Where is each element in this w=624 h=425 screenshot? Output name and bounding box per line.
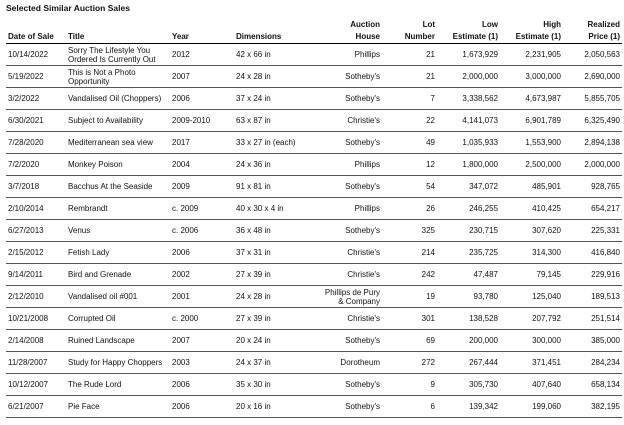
cell-high-estimate: 3,000,000	[500, 66, 563, 88]
cell-high-estimate: 407,640	[500, 374, 563, 396]
cell-title: Monkey Poison	[66, 154, 170, 176]
cell-date-of-sale: 3/7/2018	[6, 176, 66, 198]
table-row	[6, 286, 622, 308]
cell-dimensions: 20 x 16 in	[234, 396, 318, 418]
table-row	[6, 330, 622, 352]
col-header-low-estimate: Low Estimate (1)	[437, 16, 500, 44]
cell-date-of-sale: 9/14/2011	[6, 264, 66, 286]
cell-auction-house: Christie's	[318, 242, 382, 264]
cell-realized-price: 229,916	[563, 264, 622, 286]
cell-low-estimate: 347,072	[437, 176, 500, 198]
cell-realized-price: 2,050,563	[563, 44, 622, 66]
cell-title: Bacchus At the Seaside	[66, 176, 170, 198]
cell-lot-number: 22	[382, 110, 437, 132]
cell-date-of-sale: 10/14/2022	[6, 44, 66, 66]
cell-dimensions: 24 x 28 in	[234, 286, 318, 308]
cell-dimensions: 24 x 37 in	[234, 352, 318, 374]
cell-title: Ruined Landscape	[66, 330, 170, 352]
table-header-row	[6, 16, 622, 44]
cell-title: Mediterranean sea view	[66, 132, 170, 154]
cell-low-estimate: 4,141,073	[437, 110, 500, 132]
cell-date-of-sale: 2/14/2008	[6, 330, 66, 352]
cell-high-estimate: 6,901,789	[500, 110, 563, 132]
cell-realized-price: 284,234	[563, 352, 622, 374]
cell-dimensions: 27 x 39 in	[234, 308, 318, 330]
cell-dimensions: 24 x 36 in	[234, 154, 318, 176]
cell-title: Fetish Lady	[66, 242, 170, 264]
cell-auction-house: Phillips de Pury & Company	[318, 286, 382, 308]
cell-title: Vandalised Oil (Choppers)	[66, 88, 170, 110]
cell-title: This is Not a Photo Opportunity	[66, 66, 170, 88]
cell-auction-house: Christie's	[318, 110, 382, 132]
cell-dimensions: 40 x 30 x 4 in	[234, 198, 318, 220]
table-row	[6, 132, 622, 154]
cell-high-estimate: 199,060	[500, 396, 563, 418]
cell-auction-house: Christie's	[318, 308, 382, 330]
cell-auction-house: Sotheby's	[318, 66, 382, 88]
cell-realized-price: 382,195	[563, 396, 622, 418]
col-header-year: Year	[170, 16, 234, 44]
cell-title: Vandalised oil #001	[66, 286, 170, 308]
table-row	[6, 352, 622, 374]
cell-dimensions: 20 x 24 in	[234, 330, 318, 352]
cell-lot-number: 49	[382, 132, 437, 154]
cell-year: 2006	[170, 242, 234, 264]
cell-year: 2012	[170, 44, 234, 66]
cell-dimensions: 36 x 48 in	[234, 220, 318, 242]
cell-year: 2017	[170, 132, 234, 154]
cell-title: Venus	[66, 220, 170, 242]
cell-dimensions: 63 x 87 in	[234, 110, 318, 132]
cell-year: 2001	[170, 286, 234, 308]
table-row	[6, 110, 622, 132]
cell-date-of-sale: 6/21/2007	[6, 396, 66, 418]
cell-high-estimate: 207,792	[500, 308, 563, 330]
cell-title: Study for Happy Choppers	[66, 352, 170, 374]
cell-title: Pie Face	[66, 396, 170, 418]
col-header-auction-house: Auction House	[318, 16, 382, 44]
cell-year: 2007	[170, 330, 234, 352]
cell-dimensions: 33 x 27 in (each)	[234, 132, 318, 154]
cell-lot-number: 12	[382, 154, 437, 176]
col-header-date: Date of Sale	[6, 16, 66, 44]
cell-lot-number: 9	[382, 374, 437, 396]
table-row	[6, 264, 622, 286]
col-header-dimensions: Dimensions	[234, 16, 318, 44]
cell-high-estimate: 307,620	[500, 220, 563, 242]
cell-low-estimate: 305,730	[437, 374, 500, 396]
cell-dimensions: 24 x 28 in	[234, 66, 318, 88]
cell-realized-price: 2,690,000	[563, 66, 622, 88]
cell-date-of-sale: 7/28/2020	[6, 132, 66, 154]
table-row	[6, 220, 622, 242]
cell-auction-house: Christie's	[318, 264, 382, 286]
cell-realized-price: 416,840	[563, 242, 622, 264]
cell-date-of-sale: 7/2/2020	[6, 154, 66, 176]
cell-low-estimate: 230,715	[437, 220, 500, 242]
col-header-title: Title	[66, 16, 170, 44]
table-row	[6, 66, 622, 88]
cell-high-estimate: 1,553,900	[500, 132, 563, 154]
col-header-realized-price: Realized Price (1)	[563, 16, 622, 44]
cell-high-estimate: 4,673,987	[500, 88, 563, 110]
cell-low-estimate: 93,780	[437, 286, 500, 308]
cell-realized-price: 2,894,138	[563, 132, 622, 154]
cell-lot-number: 19	[382, 286, 437, 308]
cell-year: c. 2000	[170, 308, 234, 330]
cell-auction-house: Sotheby's	[318, 396, 382, 418]
cell-lot-number: 54	[382, 176, 437, 198]
cell-realized-price: 5,855,705	[563, 88, 622, 110]
cell-realized-price: 6,325,490	[563, 110, 622, 132]
table-row	[6, 308, 622, 330]
cell-lot-number: 21	[382, 44, 437, 66]
table-row	[6, 374, 622, 396]
cell-year: 2002	[170, 264, 234, 286]
cell-auction-house: Sotheby's	[318, 374, 382, 396]
cell-realized-price: 385,000	[563, 330, 622, 352]
cell-lot-number: 21	[382, 66, 437, 88]
cell-low-estimate: 47,487	[437, 264, 500, 286]
cell-dimensions: 27 x 39 in	[234, 264, 318, 286]
cell-year: 2006	[170, 88, 234, 110]
cell-lot-number: 69	[382, 330, 437, 352]
cell-year: 2007	[170, 66, 234, 88]
table-row	[6, 44, 622, 66]
cell-year: c. 2006	[170, 220, 234, 242]
cell-low-estimate: 1,035,933	[437, 132, 500, 154]
cell-date-of-sale: 10/12/2007	[6, 374, 66, 396]
cell-year: 2009	[170, 176, 234, 198]
page-title: Selected Similar Auction Sales	[6, 3, 130, 13]
cell-high-estimate: 485,901	[500, 176, 563, 198]
cell-dimensions: 91 x 81 in	[234, 176, 318, 198]
cell-auction-house: Sotheby's	[318, 330, 382, 352]
cell-lot-number: 242	[382, 264, 437, 286]
cell-low-estimate: 200,000	[437, 330, 500, 352]
cell-date-of-sale: 6/30/2021	[6, 110, 66, 132]
cell-realized-price: 654,217	[563, 198, 622, 220]
cell-year: 2009-2010	[170, 110, 234, 132]
cell-low-estimate: 1,673,929	[437, 44, 500, 66]
cell-auction-house: Phillips	[318, 44, 382, 66]
cell-year: 2003	[170, 352, 234, 374]
cell-high-estimate: 314,300	[500, 242, 563, 264]
cell-auction-house: Sotheby's	[318, 88, 382, 110]
col-header-high-estimate: High Estimate (1)	[500, 16, 563, 44]
cell-date-of-sale: 5/19/2022	[6, 66, 66, 88]
cell-dimensions: 37 x 24 in	[234, 88, 318, 110]
cell-lot-number: 301	[382, 308, 437, 330]
cell-title: Rembrandt	[66, 198, 170, 220]
cell-high-estimate: 79,145	[500, 264, 563, 286]
cell-title: Corrupted Oil	[66, 308, 170, 330]
cell-auction-house: Phillips	[318, 154, 382, 176]
cell-low-estimate: 1,800,000	[437, 154, 500, 176]
cell-lot-number: 214	[382, 242, 437, 264]
cell-lot-number: 325	[382, 220, 437, 242]
cell-realized-price: 225,331	[563, 220, 622, 242]
cell-auction-house: Sotheby's	[318, 176, 382, 198]
cell-date-of-sale: 10/21/2008	[6, 308, 66, 330]
cell-year: c. 2009	[170, 198, 234, 220]
cell-realized-price: 658,134	[563, 374, 622, 396]
cell-year: 2006	[170, 396, 234, 418]
cell-lot-number: 7	[382, 88, 437, 110]
cell-year: 2006	[170, 374, 234, 396]
cell-realized-price: 2,000,000	[563, 154, 622, 176]
cell-low-estimate: 2,000,000	[437, 66, 500, 88]
cell-date-of-sale: 2/10/2014	[6, 198, 66, 220]
cell-high-estimate: 300,000	[500, 330, 563, 352]
cell-lot-number: 6	[382, 396, 437, 418]
cell-high-estimate: 2,500,000	[500, 154, 563, 176]
cell-auction-house: Phillips	[318, 198, 382, 220]
cell-high-estimate: 2,231,905	[500, 44, 563, 66]
cell-high-estimate: 410,425	[500, 198, 563, 220]
cell-low-estimate: 267,444	[437, 352, 500, 374]
cell-dimensions: 42 x 66 in	[234, 44, 318, 66]
table-row	[6, 176, 622, 198]
cell-low-estimate: 138,528	[437, 308, 500, 330]
cell-date-of-sale: 3/2/2022	[6, 88, 66, 110]
cell-title: The Rude Lord	[66, 374, 170, 396]
cell-realized-price: 189,513	[563, 286, 622, 308]
table-row	[6, 88, 622, 110]
cell-low-estimate: 246,255	[437, 198, 500, 220]
cell-high-estimate: 125,040	[500, 286, 563, 308]
cell-low-estimate: 235,725	[437, 242, 500, 264]
table-row	[6, 154, 622, 176]
table-row	[6, 396, 622, 418]
cell-year: 2004	[170, 154, 234, 176]
cell-date-of-sale: 6/27/2013	[6, 220, 66, 242]
table-row	[6, 242, 622, 264]
cell-lot-number: 26	[382, 198, 437, 220]
cell-dimensions: 37 x 31 in	[234, 242, 318, 264]
cell-auction-house: Sotheby's	[318, 132, 382, 154]
cell-realized-price: 928,765	[563, 176, 622, 198]
col-header-lot-number: Lot Number	[382, 16, 437, 44]
auction-sales-table	[6, 16, 622, 418]
cell-auction-house: Dorotheum	[318, 352, 382, 374]
cell-low-estimate: 139,342	[437, 396, 500, 418]
cell-low-estimate: 3,338,562	[437, 88, 500, 110]
cell-title: Sorry The Lifestyle You Ordered Is Currently Out	[66, 44, 170, 66]
cell-date-of-sale: 2/15/2012	[6, 242, 66, 264]
cell-title: Bird and Grenade	[66, 264, 170, 286]
cell-realized-price: 251,514	[563, 308, 622, 330]
cell-date-of-sale: 11/28/2007	[6, 352, 66, 374]
cell-dimensions: 35 x 30 in	[234, 374, 318, 396]
cell-auction-house: Sotheby's	[318, 220, 382, 242]
cell-title: Subject to Availability	[66, 110, 170, 132]
cell-lot-number: 272	[382, 352, 437, 374]
table-row	[6, 198, 622, 220]
cell-high-estimate: 371,451	[500, 352, 563, 374]
cell-date-of-sale: 2/12/2010	[6, 286, 66, 308]
